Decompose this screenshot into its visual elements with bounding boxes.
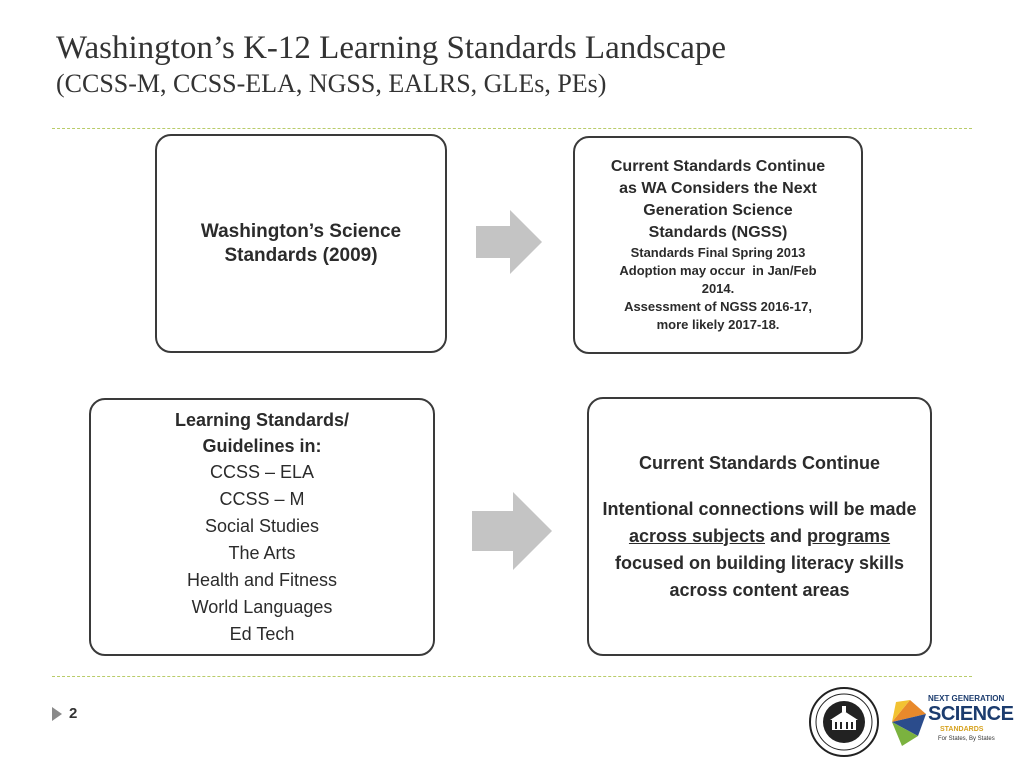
ospi-seal-icon [808,686,880,758]
programs-text: programs [807,525,891,546]
page-number [52,705,77,722]
continue-body-text: Intentional connections will be made [602,498,917,519]
ngss-consideration-box [573,136,863,354]
right-arrow-icon [476,210,542,274]
bottom-divider [52,676,972,677]
right-arrow-icon [472,492,552,570]
science-standards-box [155,134,447,353]
ngss-heading-line: Standards (NGSS) [648,224,788,241]
continue-body [599,496,920,604]
ngss-detail-line: Adoption may occur in Jan/Feb [619,263,817,278]
learning-list-item: The Arts [228,542,296,563]
across-subjects-text: across subjects [628,525,766,546]
ngss-detail-line: 2014. [701,281,735,296]
ngss-detail-line: more likely 2017-18. [656,317,780,332]
ngss-logo-top-text: NEXT GENERATION [928,694,1005,703]
ngss-heading-line: Generation Science [643,202,793,219]
learning-list-item: Social Studies [204,515,320,536]
top-divider [52,128,972,129]
science-box-heading-line1: Washington’s Science [200,220,402,242]
learning-box-heading-line1: Learning Standards/ [174,409,350,430]
learning-box-heading-line2: Guidelines in: [202,435,322,456]
page-number-text: 2 [69,705,78,722]
triangle-bullet-icon [52,707,62,721]
ngss-logo-sub-text: STANDARDS [940,726,984,733]
ngss-heading-line: Current Standards Continue [610,158,826,175]
ngss-heading-line: as WA Considers the Next [619,180,817,197]
learning-list-item: Health and Fitness [186,569,338,590]
learning-list-item: CCSS – ELA [209,461,315,482]
ngss-detail-line: Assessment of NGSS 2016-17, [624,299,812,314]
ngss-logo-icon [888,696,928,748]
learning-list-item: World Languages [191,596,333,617]
current-standards-box [587,397,932,656]
science-box-heading-line2: Standards (2009) [224,244,378,266]
slide-title [56,28,726,100]
ngss-detail-line: Standards Final Spring 2013 [630,245,806,260]
ngss-logo [888,694,1014,750]
learning-list-item: CCSS – M [219,488,305,509]
continue-body-text: and [765,525,808,546]
continue-heading: Current Standards Continue [638,452,880,473]
learning-list-item: Ed Tech [229,623,295,644]
title-line1: Washington’s K-12 Learning Standards Landscape [56,30,727,66]
title-line2: (CCSS-M, CCSS-ELA, NGSS, EALRS, GLEs, PEs) [56,69,607,98]
learning-standards-box [89,398,435,656]
ngss-logo-tagline: For States, By States [938,736,995,742]
continue-body-text: focused on building literacy skills across content areas [614,552,905,600]
ngss-logo-main-text: SCIENCE [928,703,1014,725]
